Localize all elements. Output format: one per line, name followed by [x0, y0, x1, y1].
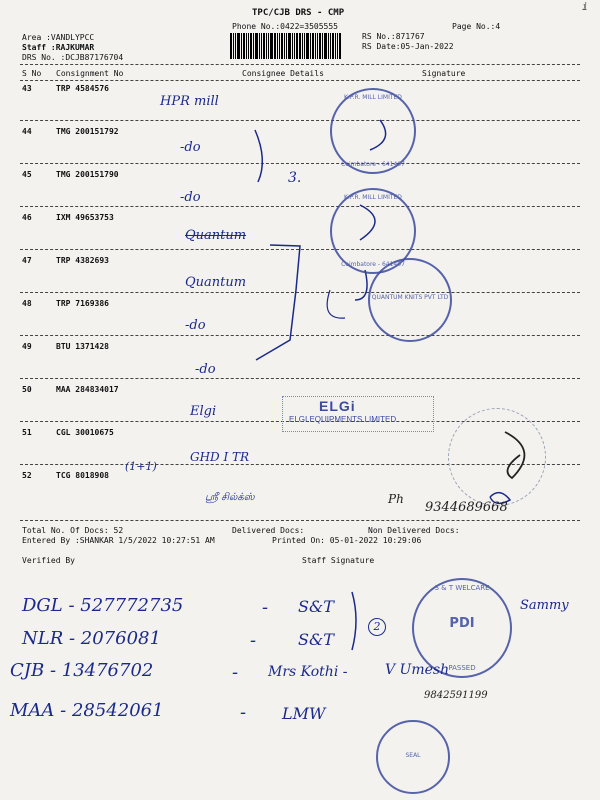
- kpr-stamp-1-bottom: Coimbatore - 641407: [341, 161, 405, 168]
- consignment-number: TRP 4382693: [56, 256, 109, 265]
- row-number: 51: [22, 428, 32, 437]
- bottom-line-4-code: MAA - 28542061: [10, 700, 164, 721]
- doc-title: TPC/CJB DRS - CMP: [252, 8, 345, 18]
- staff-signature: Staff Signature: [302, 556, 375, 565]
- row-44-note: -do: [180, 140, 201, 155]
- bottom-line-2-dest: S&T: [298, 630, 334, 649]
- row-47-note: Quantum: [185, 275, 247, 290]
- consignment-number: BTU 1371428: [56, 342, 109, 351]
- consignment-number: CGL 30010675: [56, 428, 114, 437]
- col-signature: Signature: [422, 69, 466, 78]
- st-stamp-center: PDI: [449, 616, 475, 631]
- elgi-name: ELGI EQUIPMENTS LIMITED: [289, 415, 397, 424]
- footer-divider: [20, 520, 580, 521]
- bottom-seal-text: SEAL: [405, 752, 421, 759]
- bottom-line-1-dest: S&T: [298, 597, 334, 616]
- kpr-stamp-2-bottom: Coimbatore - 641407: [341, 261, 405, 268]
- row-number: 46: [22, 213, 32, 222]
- row-number: 45: [22, 170, 32, 179]
- rs-date: RS Date:05-Jan-2022: [362, 42, 454, 51]
- row-number: 48: [22, 299, 32, 308]
- st-stamp-top: S & T WELCARE: [434, 584, 490, 592]
- page-number: Page No.:4: [452, 22, 501, 31]
- phone-prefix: Ph: [388, 492, 404, 506]
- col-consignee: Consignee Details: [242, 69, 324, 78]
- consignment-number: TRP 7169386: [56, 299, 109, 308]
- handwritten-phone-2: 9842591199: [424, 690, 488, 701]
- faint-seal: [448, 408, 546, 506]
- row-number: 52: [22, 471, 32, 480]
- elgi-stamp: [282, 396, 434, 432]
- row-51-note: GHD I TR: [190, 450, 250, 464]
- rs-number: RS No.:871767: [362, 32, 425, 41]
- row-52-note: ஸ்ரீ சில்க்ஸ்: [205, 492, 255, 503]
- row-48-note: -do: [185, 318, 206, 333]
- row-46-note: Quantum: [185, 228, 247, 243]
- col-consignment: Consignment No: [56, 69, 124, 78]
- row-number: 44: [22, 127, 32, 136]
- printed-on: Printed On: 05-01-2022 10:29:06: [272, 536, 422, 545]
- kpr-stamp-2-top: K.P.R. MILL LIMITED: [344, 194, 402, 201]
- quantum-stamp-text: QUANTUM KNITS PVT LTD: [371, 294, 449, 301]
- entered-by: Entered By :SHANKAR 1/5/2022 10:27:51 AM: [22, 536, 215, 545]
- verified-by: Verified By: [22, 556, 75, 565]
- row-45-note: -do: [180, 190, 201, 205]
- phone-number: Phone No.:0422=3505555: [232, 22, 338, 31]
- row-43-note: HPR mill: [160, 94, 219, 109]
- elgi-logo: ELGi: [319, 398, 356, 414]
- consignment-number: TCG 8018908: [56, 471, 109, 480]
- row-50-note: Elgi: [190, 404, 217, 419]
- bottom-line-1-code: DGL - 527772735: [22, 595, 184, 616]
- bottom-line-1-dash: -: [262, 597, 269, 618]
- handwritten-phone: 9344689668: [425, 500, 508, 515]
- drs-number: DRS No. :DCJB87176704: [22, 53, 124, 62]
- sammy-signature: Sammy: [520, 598, 569, 613]
- row-49-note: -do: [195, 362, 216, 377]
- kpr-stamp-1-top: K.P.R. MILL LIMITED: [344, 94, 402, 101]
- bottom-line-4-dash: -: [240, 702, 247, 723]
- bottom-line-4-dest: LMW: [282, 704, 326, 723]
- consignment-number: TMG 200151792: [56, 127, 119, 136]
- consignment-number: TMG 200151790: [56, 170, 119, 179]
- bottom-line-3-code: CJB - 13476702: [10, 660, 154, 681]
- row-number: 47: [22, 256, 32, 265]
- vu-signature: V Umesh: [385, 662, 450, 678]
- area-label: Area :VANDLYPCC: [22, 33, 95, 42]
- bottom-line-3-dest: Mrs Kothi -: [268, 664, 348, 680]
- row-number: 49: [22, 342, 32, 351]
- col-sno: S No: [22, 69, 42, 78]
- total-docs: Total No. Of Docs: 52: [22, 526, 124, 535]
- group-mark: 3.: [288, 170, 302, 186]
- st-stamp-bottom: PASSED: [448, 664, 476, 672]
- kpr-stamp-1: [330, 88, 416, 174]
- row-number: 43: [22, 84, 32, 93]
- bottom-line-2-code: NLR - 2076081: [22, 628, 161, 649]
- consignment-number: TRP 4584576: [56, 84, 109, 93]
- staff-label: Staff :RAJKUMAR: [22, 43, 95, 52]
- delivered-docs: Delivered Docs:: [232, 526, 305, 535]
- consignment-number: IXM 49653753: [56, 213, 114, 222]
- quantum-stamp: [368, 258, 452, 342]
- row-number: 50: [22, 385, 32, 394]
- corner-mark: ⅈ: [582, 2, 589, 13]
- circled-two: 2: [368, 618, 386, 636]
- row-51-prefix: (1+1): [125, 460, 157, 473]
- bottom-line-3-dash: -: [232, 662, 239, 683]
- non-delivered-docs: Non Delivered Docs:: [368, 526, 460, 535]
- bottom-line-2-dash: -: [250, 630, 257, 651]
- bottom-seal: [376, 720, 450, 794]
- consignment-number: MAA 284834017: [56, 385, 119, 394]
